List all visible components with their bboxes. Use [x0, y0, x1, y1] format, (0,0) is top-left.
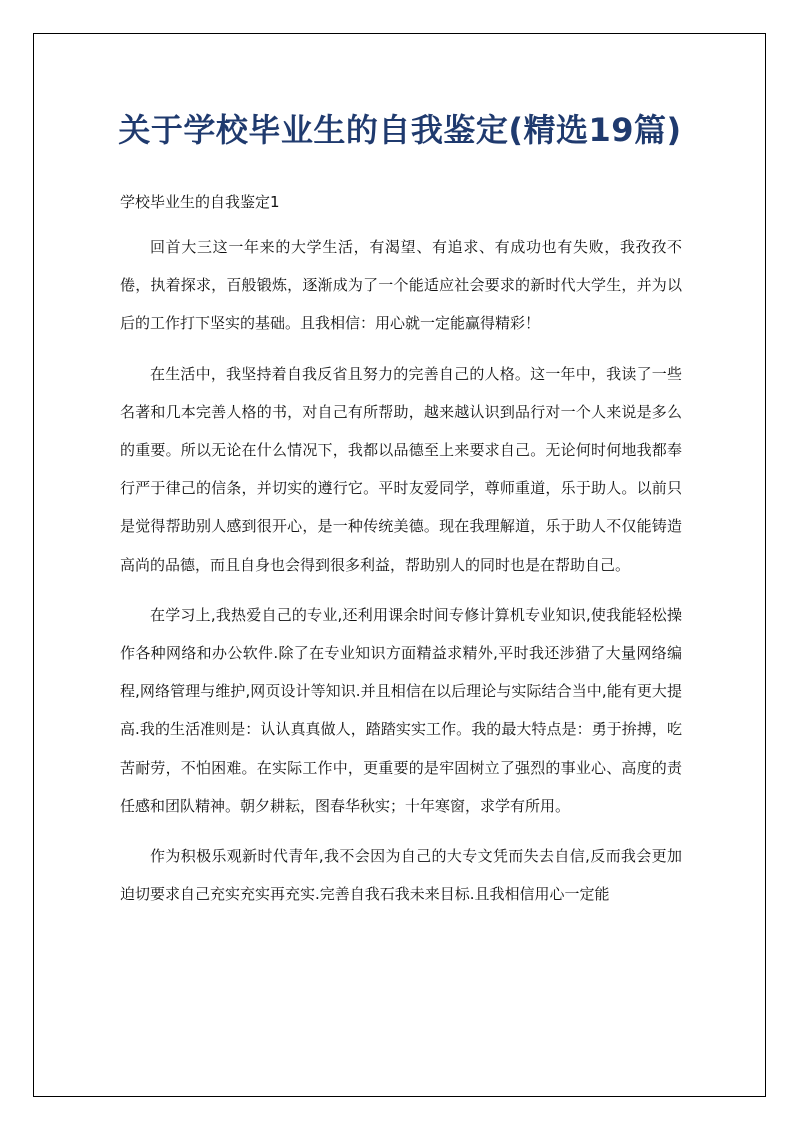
document-title: 关于学校毕业生的自我鉴定(精选19篇) — [118, 111, 682, 149]
document-body — [120, 228, 682, 913]
paragraph-4: 作为积极乐观新时代青年,我不会因为自己的大专文凭而失去自信,反而我会更加迫切要求自己充实充实再充实.完善自我石我未来目标.且我相信用心一定能 — [120, 847, 682, 904]
paragraph-2: 在生活中，我坚持着自我反省且努力的完善自己的人格。这一年中，我读了一些名著和几本完善人格的书，对自己有所帮助，越来越认识到品行对一个人来说是多么的重要。所以无论在什么情况下，我都以品德至上来要求自己。无论何时何地我都奉行严于律己的信条，并切实的遵行它。平时友爱同学，尊师重道，乐于助人。以前只是觉得帮助别人感到很开心，是一种传统美德。现在我理解道，乐于助人不仅能铸造高尚的品德，而且自身也会得到很多利益，帮助别人的同时也是在帮助自己。 — [120, 364, 682, 574]
section-heading: 学校毕业生的自我鉴定1 — [120, 193, 280, 211]
paragraph-1: 回首大三这一年来的大学生活，有渴望、有追求、有成功也有失败，我孜孜不倦，执着探求，百般锻炼，逐渐成为了一个能适应社会要求的新时代大学生，并为以后的工作打下坚实的基础。且我相信：用心就一定能赢得精彩！ — [120, 238, 682, 333]
paragraph-3: 在学习上,我热爱自己的专业,还利用课余时间专修计算机专业知识,使我能轻松操作各种网络和办公软件.除了在专业知识方面精益求精外,平时我还涉猎了大量网络编程,网络管理与维护,网页设计等知识.并且相信在以后理论与实际结合当中,能有更大提高.我的生活准则是：认认真真做人，踏踏实实工作。我的最大特点是：勇于拚搏，吃苦耐劳，不怕困难。在实际工作中，更重要的是牢固树立了强烈的事业心、高度的责任感和团队精神。朝夕耕耘，图春华秋实；十年寒窗，求学有所用。 — [120, 605, 682, 815]
